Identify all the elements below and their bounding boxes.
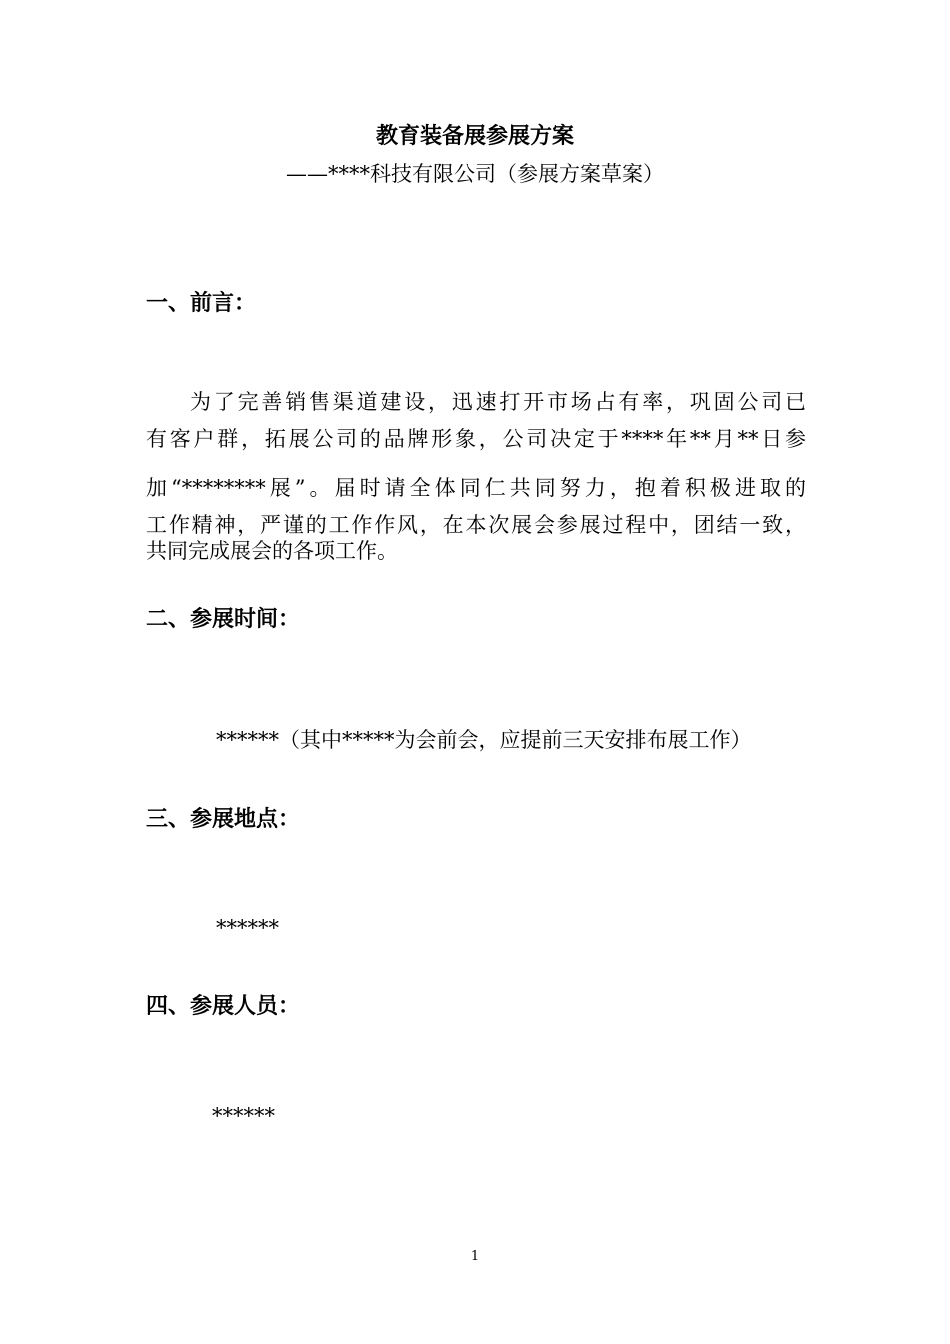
preface-paragraph-line: 共同完成展会的各项工作。: [146, 539, 398, 563]
section-heading-exhibition-location: 三、参展地点：: [146, 806, 301, 832]
exhibition-staff-detail: ******: [212, 1104, 275, 1128]
preface-paragraph-line: 加“********展”。届时请全体同仁共同努力，抱着积极进取的: [146, 476, 806, 500]
section-heading-preface: 一、前言：: [146, 290, 257, 316]
exhibition-time-detail: ******（其中*****为会前会，应提前三天安排布展工作）: [216, 728, 752, 752]
page-number: 1: [470, 1249, 480, 1264]
section-heading-exhibition-time: 二、参展时间：: [146, 606, 301, 632]
document-title: 教育装备展参展方案: [375, 123, 574, 149]
preface-paragraph-line: 有客户群，拓展公司的品牌形象，公司决定于****年**月**日参: [146, 427, 806, 451]
preface-paragraph-line: 为了完善销售渠道建设，迅速打开市场占有率，巩固公司已: [190, 390, 806, 414]
preface-paragraph-line: 工作精神，严谨的工作作风，在本次展会参展过程中，团结一致，: [146, 513, 806, 537]
section-heading-exhibition-staff: 四、参展人员：: [146, 993, 301, 1019]
exhibition-location-detail: ******: [216, 916, 279, 940]
document-subtitle: ——****科技有限公司（参展方案草案）: [286, 162, 664, 186]
